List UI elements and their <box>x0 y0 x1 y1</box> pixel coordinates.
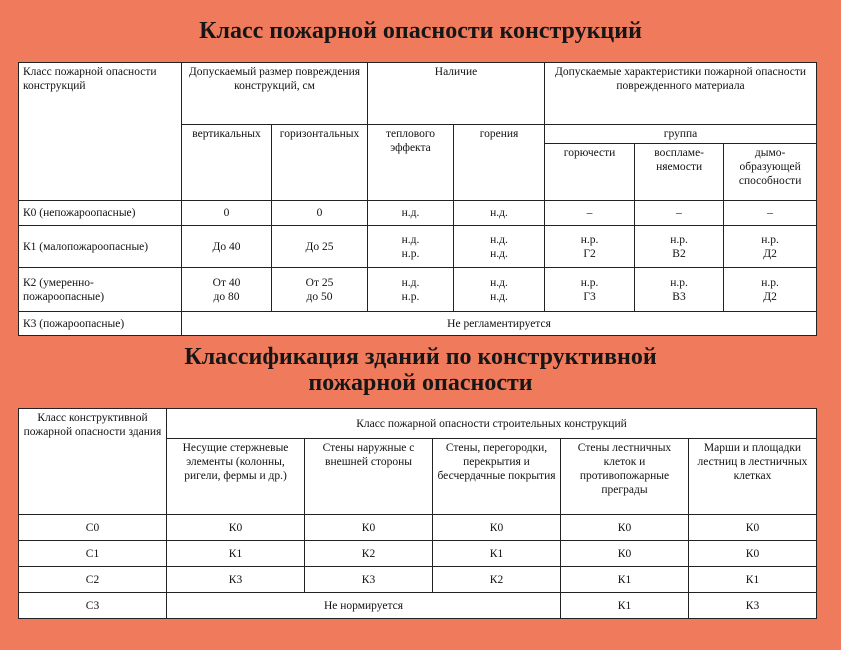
cell-line: В2 <box>672 247 686 260</box>
header-stairwell-walls: Стены лестничных клеток и противопожарные преграды <box>561 439 689 515</box>
header-class: Класс пожарной опасности конструкций <box>19 63 182 201</box>
cell-combustibility: – <box>545 201 635 226</box>
cell-line: н.д. <box>401 276 420 289</box>
cell-burning <box>454 226 545 268</box>
fire-hazard-class-table <box>18 62 817 336</box>
cell-line: до 50 <box>306 290 333 303</box>
header-stair-flights: Марши и площадки лестниц в лестничных клетках <box>689 439 817 515</box>
cell-stairwell-walls: К1 <box>561 567 689 593</box>
cell-combustibility <box>545 226 635 268</box>
title-line: пожарной опасности <box>308 370 533 396</box>
cell-line: н.р. <box>761 233 779 246</box>
cell-line: н.р. <box>401 290 420 303</box>
row-class <box>19 268 182 312</box>
cell-outer-walls: К0 <box>305 515 433 541</box>
cell-line: н.р. <box>580 276 599 289</box>
cell-line: до 80 <box>213 290 240 303</box>
cell-load-bearing: К3 <box>167 567 305 593</box>
row-class: С0 <box>19 515 167 541</box>
cell-stair-flights: К1 <box>689 567 817 593</box>
cell-combustibility <box>545 268 635 312</box>
header-smoke-forming: дымо- образующей способности <box>738 147 802 187</box>
cell-stairwell-walls: К0 <box>561 541 689 567</box>
header-horizontal: горизонтальных <box>272 125 368 201</box>
building-classification-table <box>18 408 817 619</box>
cell-smoke: – <box>724 201 817 226</box>
cell-thermal <box>368 268 454 312</box>
cell-line: н.д. <box>490 233 508 246</box>
cell-ignitability <box>635 226 724 268</box>
cell-burning <box>454 268 545 312</box>
cell-load-bearing: К0 <box>167 515 305 541</box>
header-walls-partitions: Стены, перегородки, перекрытия и бесчердачные покрытия <box>433 439 561 515</box>
cell-line: пожароопасные) <box>23 290 105 303</box>
header-load-bearing: Несущие стержневые элементы (колонны, ригели, фермы и др.) <box>167 439 305 515</box>
cell-line: Г3 <box>583 290 596 303</box>
header-vertical: вертикальных <box>182 125 272 201</box>
cell-walls-partitions: К2 <box>433 567 561 593</box>
cell-line: н.р. <box>580 233 599 246</box>
table-row <box>19 593 817 619</box>
table-row <box>19 541 817 567</box>
cell-line: н.р. <box>670 233 688 246</box>
cell-line: От 25 <box>305 276 334 289</box>
cell-line: К2 (умеренно- <box>23 276 94 289</box>
table-row <box>19 567 817 593</box>
cell-burning: н.д. <box>454 201 545 226</box>
table-row <box>19 226 817 268</box>
cell-line: Д2 <box>763 247 777 260</box>
row-class: С3 <box>19 593 167 619</box>
table-row <box>19 515 817 541</box>
header-ignitability: воспламе- няемости <box>635 144 724 200</box>
cell-line: Г2 <box>583 247 596 260</box>
cell-thermal: н.д. <box>368 201 454 226</box>
header-damage-size: Допускаемый размер повреждения конструкций, см <box>182 63 368 125</box>
cell-walls-partitions: К1 <box>433 541 561 567</box>
cell-stair-flights: К0 <box>689 515 817 541</box>
cell-load-bearing: К1 <box>167 541 305 567</box>
cell-line: н.р. <box>401 247 420 260</box>
header-combustibility: горючести <box>545 144 635 200</box>
header-allowed-characteristics: Допускаемые характеристики пожарной опасности поврежденного материала <box>545 63 817 125</box>
cell-not-normalized: Не нормируется <box>167 593 561 619</box>
row-class: К1 (малопожароопасные) <box>19 226 182 268</box>
cell-line: н.д. <box>401 233 420 246</box>
cell-ignitability: – <box>635 201 724 226</box>
header-outer-walls: Стены наружные с внешней стороны <box>305 439 433 515</box>
cell-stair-flights: К3 <box>689 593 817 619</box>
cell-line: н.д. <box>490 247 508 260</box>
cell-vertical: 0 <box>182 201 272 226</box>
row-class: С1 <box>19 541 167 567</box>
cell-horizontal: 0 <box>272 201 368 226</box>
cell-stairwell-walls: К1 <box>561 593 689 619</box>
title-building-classification <box>0 344 841 396</box>
header-building-class: Класс конструктивной пожарной опасности здания <box>19 409 167 515</box>
header-burning: горения <box>454 125 545 201</box>
cell-vertical <box>182 268 272 312</box>
table-row <box>19 268 817 312</box>
cell-line: н.д. <box>490 276 508 289</box>
cell-vertical: До 40 <box>182 226 272 268</box>
table-row <box>19 312 817 336</box>
cell-horizontal <box>272 268 368 312</box>
cell-line: От 40 <box>212 276 241 289</box>
cell-outer-walls: К3 <box>305 567 433 593</box>
header-construction-class: Класс пожарной опасности строительных конструкций <box>167 409 817 439</box>
row-class: К0 (непожароопасные) <box>19 201 182 226</box>
cell-line: В3 <box>672 290 686 303</box>
table-row <box>19 201 817 226</box>
cell-ignitability <box>635 268 724 312</box>
title-fire-hazard-class: Класс пожарной опасности конструкций <box>199 18 642 44</box>
cell-horizontal: До 25 <box>272 226 368 268</box>
header-thermal-effect: теплового эффекта <box>368 125 454 201</box>
cell-outer-walls: К2 <box>305 541 433 567</box>
cell-line: н.д. <box>490 290 508 303</box>
cell-stair-flights: К0 <box>689 541 817 567</box>
cell-not-regulated: Не регламентируется <box>182 312 817 336</box>
row-class: С2 <box>19 567 167 593</box>
header-group: группа <box>545 125 816 144</box>
cell-walls-partitions: К0 <box>433 515 561 541</box>
cell-stairwell-walls: К0 <box>561 515 689 541</box>
cell-smoke <box>724 268 817 312</box>
title-line: Классификация зданий по конструктивной <box>184 344 657 370</box>
header-group-cell <box>545 125 817 201</box>
header-presence: Наличие <box>368 63 545 125</box>
row-class: К3 (пожароопасные) <box>19 312 182 336</box>
cell-thermal <box>368 226 454 268</box>
cell-line: н.р. <box>670 276 688 289</box>
cell-smoke <box>724 226 817 268</box>
cell-line: н.р. <box>761 276 779 289</box>
cell-line: Д2 <box>763 290 777 303</box>
